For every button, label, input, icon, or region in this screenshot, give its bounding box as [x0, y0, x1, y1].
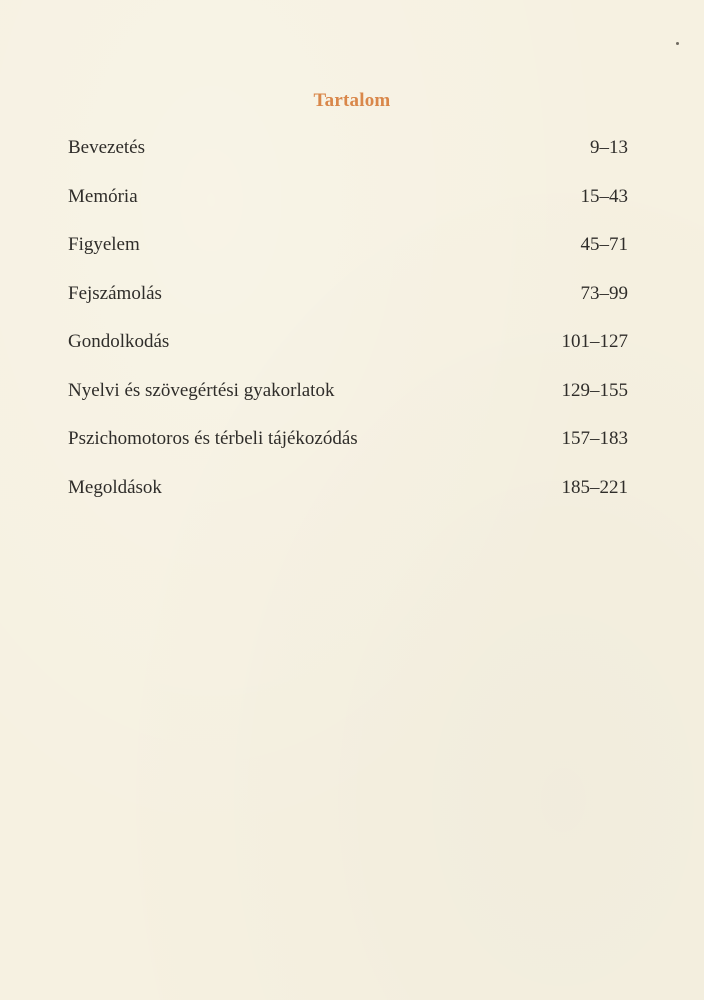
- toc-entry-pages: 15–43: [580, 185, 628, 207]
- toc-entry-title: Nyelvi és szövegértési gyakorlatok: [68, 379, 335, 401]
- toc-entry: [68, 330, 628, 379]
- toc-entry-pages: 45–71: [580, 234, 628, 255]
- toc-entry-title: Bevezetés: [68, 137, 146, 158]
- toc-entry-title: Gondolkodás: [68, 331, 170, 352]
- toc-entry: [68, 185, 628, 234]
- toc-entry: [68, 233, 628, 282]
- toc-entry: [68, 136, 628, 185]
- toc-entry: [68, 476, 628, 525]
- table-of-contents: [68, 136, 628, 524]
- toc-entry-pages: 185–221: [561, 476, 628, 498]
- toc-entry-title: Pszichomotoros és térbeli tájékozódás: [68, 428, 358, 449]
- toc-entry-pages: 129–155: [561, 379, 628, 401]
- toc-entry: [68, 282, 628, 331]
- toc-entry-pages: 157–183: [561, 428, 628, 449]
- toc-entry-title: Fejszámolás: [68, 282, 162, 304]
- paper-speck: [676, 42, 679, 45]
- toc-entry-pages: 101–127: [561, 331, 628, 352]
- toc-entry-title: Megoldások: [68, 476, 162, 498]
- toc-entry: [68, 379, 628, 428]
- toc-entry-pages: 73–99: [580, 282, 628, 304]
- toc-entry-title: Memória: [68, 185, 138, 207]
- toc-heading: Tartalom: [313, 90, 391, 111]
- toc-entry: [68, 427, 628, 476]
- toc-entry-title: Figyelem: [68, 234, 140, 255]
- toc-entry-pages: 9–13: [590, 137, 628, 158]
